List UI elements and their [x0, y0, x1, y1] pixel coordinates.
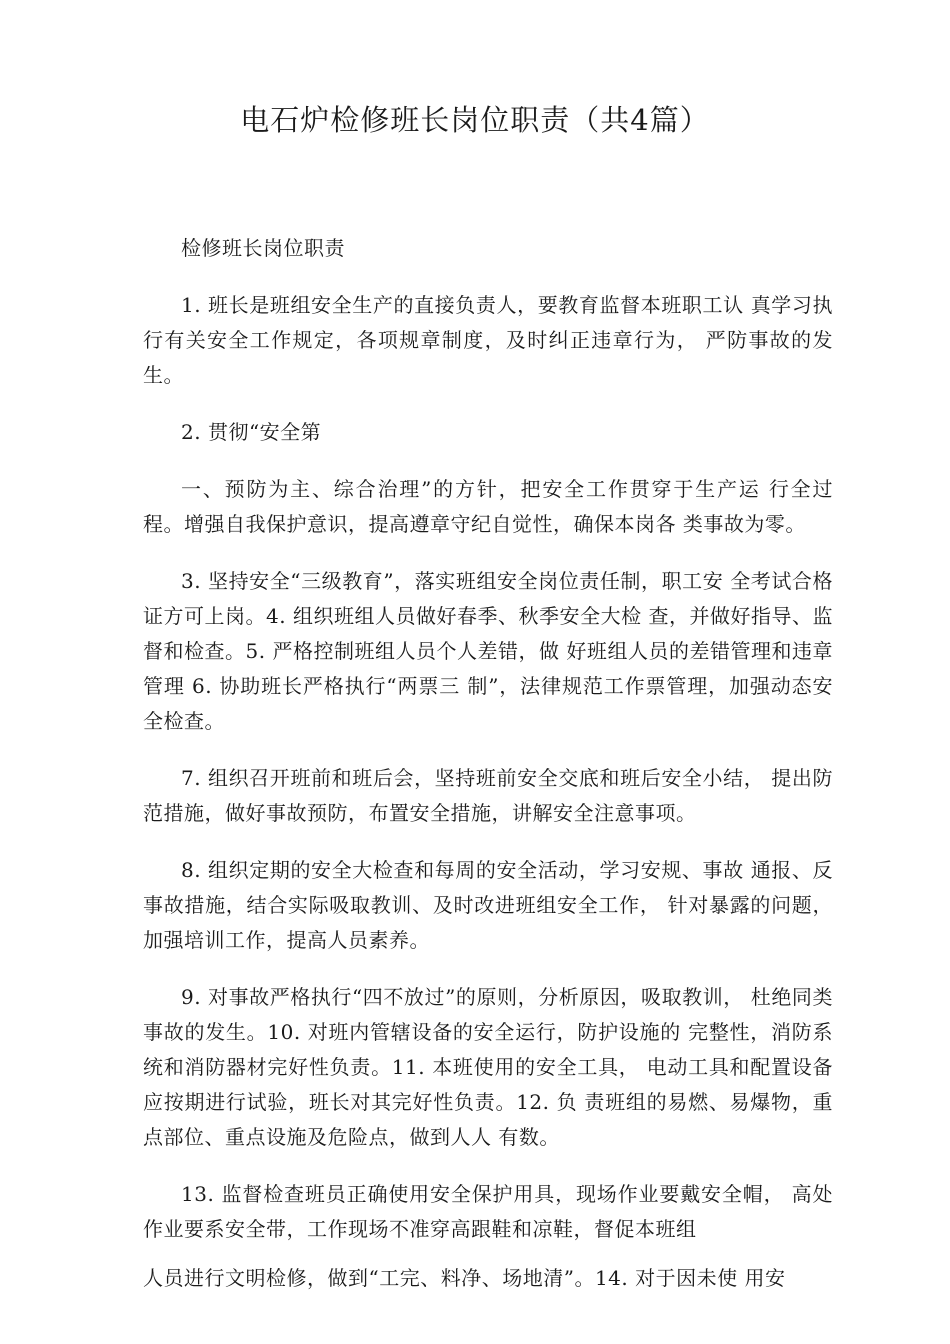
paragraph-7: 9. 对事故严格执行“四不放过”的原则，分析原因，吸取教训， 杜绝同类事故的发生。10. 对班内管辖设备的安全运行，防护设施的 完整性，消防系统和消防器材完好性负责。11. 本班使用的安全工具， 电动工具和配置设备应按期进行试验，班长对其完好性负责。12. 负 责班组的易燃、易爆物，重点部位、重点设施及危险点，做到人人 有数。 — [143, 985, 833, 1149]
paragraph-6: 8. 组织定期的安全大检查和每周的安全活动，学习安规、事故 通报、反事故措施，结合实际吸取教训、及时改进班组安全工作， 针对暴露的问题，加强培训工作，提高人员素养。 — [143, 858, 833, 952]
paragraph-2: 2. 贯彻“安全第 — [181, 420, 322, 444]
document-body — [143, 231, 833, 1318]
section-heading: 检修班长岗位职责 — [181, 236, 345, 260]
paragraph-9: 人员进行文明检修，做到“工完、料净、场地清”。14. 对于因未使 用安 — [143, 1266, 786, 1290]
document-title: 电石炉检修班长岗位职责（共4篇） — [240, 103, 710, 137]
paragraph-4: 3. 坚持安全“三级教育”，落实班组安全岗位责任制，职工安 全考试合格证方可上岗。4. 组织班组人员做好春季、秋季安全大检 查，并做好指导、监督和检查。5. 严格控制班组人员个人差错，做 好班组人员的差错管理和违章管理 6. 协助班长严格执行“两票三 制”，法律规范工作票管理，加强动态安全检查。 — [143, 569, 833, 733]
paragraph-5: 7. 组织召开班前和班后会，坚持班前安全交底和班后安全小结， 提出防范措施，做好事故预防，布置安全措施，讲解安全注意事项。 — [143, 766, 833, 825]
paragraph-1: 1. 班长是班组安全生产的直接负责人，要教育监督本班职工认 真学习执行有关安全工作规定，各项规章制度，及时纠正违章行为， 严防事故的发生。 — [143, 293, 833, 387]
paragraph-8: 13. 监督检查班员正确使用安全保护用具，现场作业要戴安全帽， 高处作业要系安全带，工作现场不准穿高跟鞋和凉鞋，督促本班组 — [143, 1182, 833, 1241]
paragraph-3: 一、预防为主、综合治理”的方针，把安全工作贯穿于生产运 行全过程。增强自我保护意识，提高遵章守纪自觉性，确保本岗各 类事故为零。 — [143, 477, 833, 536]
